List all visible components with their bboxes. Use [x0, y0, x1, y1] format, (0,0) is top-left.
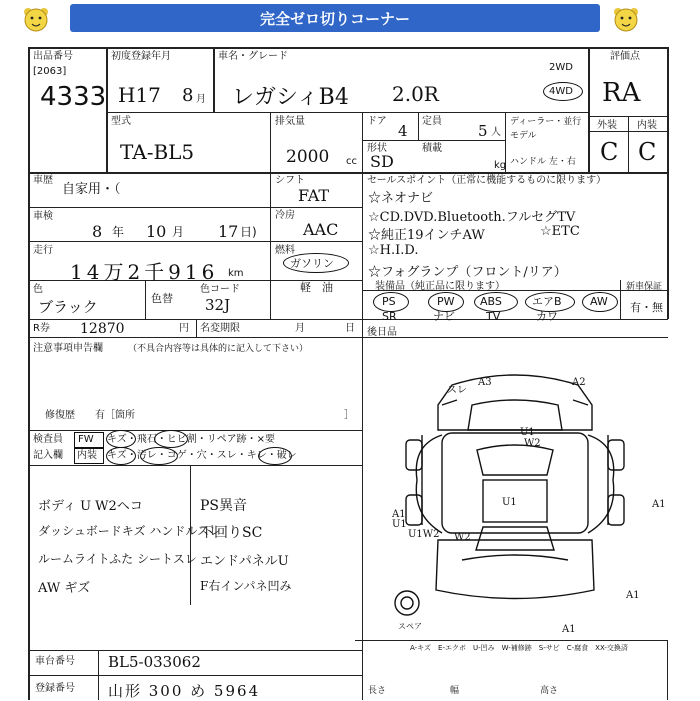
fuel-value: ガソリン [290, 257, 334, 270]
capacity-label: 定員 [422, 116, 442, 127]
model-label: 型式 [111, 116, 131, 127]
sales-item: ☆純正19インチAW [368, 228, 485, 243]
notes-sub: （不具合内容等は具体的に記入して下さい） [128, 344, 309, 354]
shift-value: FAT [298, 186, 330, 205]
diagram-mark: スペア [398, 622, 422, 631]
remark-left: ダッシュボードキズ ハンドルスレ [38, 524, 221, 538]
handle-label: ハンドル 左・右 [510, 157, 576, 167]
banner-title: 完全ゼロ切りコーナー [70, 4, 600, 32]
registration-value: 山形 300 め 5964 [108, 682, 261, 700]
fw-items: キズ・飛石・ヒビ割・リペア跡・×要 [107, 434, 275, 445]
doors-label: ドア [367, 116, 387, 127]
remark-right: F右インパネ凹み [200, 579, 292, 593]
diagram-mark: W2 [454, 532, 471, 543]
dealer-label: ディーラー・並行 [510, 117, 582, 127]
inspection-month-unit: 月 [172, 225, 185, 239]
inspection-year-unit: 年 [112, 225, 125, 239]
remark-right: PS異音 [200, 498, 248, 514]
equip-circle [373, 292, 409, 312]
remark-right: エンドパネルU [200, 554, 289, 569]
inspector-label: 検査員 [33, 434, 63, 445]
check-circle [106, 447, 136, 465]
rating-value: RA [602, 78, 641, 108]
rating-label: 評価点 [610, 51, 640, 62]
capacity-value: 5 [478, 122, 488, 140]
displacement-unit: cc [346, 156, 357, 167]
diagram-mark: スレ [447, 385, 467, 396]
aircon-label: 冷房 [275, 210, 295, 221]
size-height-label: 高さ [540, 686, 559, 696]
equip-circle [428, 292, 464, 312]
first-reg-label: 初度登録年月 [111, 51, 171, 62]
diagram-mark: U1 [520, 427, 535, 438]
mileage-label: 走行 [33, 245, 53, 256]
entry-label: 記入欄 [33, 450, 63, 461]
color-label: 色 [33, 284, 43, 295]
diagram-mark: A2 [572, 377, 586, 388]
diagram-mark: A1 [562, 624, 576, 635]
usage-label: 車歴 [33, 175, 53, 186]
remark-right: 下回りSC [200, 525, 263, 541]
shape-value: SD [370, 152, 394, 171]
check-circle [258, 447, 292, 465]
color-value: ブラック [38, 298, 98, 316]
check-circle [140, 447, 178, 465]
model-year-label: モデル [510, 131, 537, 141]
first-reg-month-unit: 月 [196, 94, 206, 105]
color-code-label: 色コード [200, 284, 240, 295]
car-grade: 2.0R [392, 82, 439, 106]
lot-code: [2063] [33, 66, 67, 77]
first-reg-month: 8 [182, 85, 194, 106]
new-warranty-value: 有・無 [630, 301, 663, 314]
fuel-label: 燃料 [275, 245, 295, 256]
recycle-value: 12870 [80, 321, 125, 337]
recycle-label: R券 [33, 323, 50, 334]
sales-item: ☆フォグランプ（フロント/リア） [368, 265, 567, 280]
model-value: TA-BL5 [120, 140, 195, 164]
color-change-label: 色替 [151, 292, 173, 305]
diagram-mark: W2 [524, 438, 541, 449]
remark-left: ボディ U W2ヘコ [38, 499, 143, 514]
lot-number: 4333 [40, 82, 107, 112]
rating-int-label: 内装 [637, 120, 657, 131]
diagram-mark: A1 [652, 499, 666, 510]
bear-mascot-icon [612, 6, 640, 36]
equip-sr: SR [382, 310, 397, 323]
equip-navi: ナビ [433, 310, 455, 323]
displacement-value: 2000 [286, 147, 330, 167]
registration-label: 登録番号 [35, 683, 75, 694]
remark-left: ルームライトふた シートスレ [38, 552, 197, 566]
size-length-label: 長さ [368, 686, 387, 696]
equip-ps: PS [382, 295, 396, 308]
sales-item: ☆ETC [540, 224, 580, 239]
shape-label: 形状 [367, 143, 387, 154]
remark-left: AW ギズ [38, 581, 91, 596]
rating-int: C [638, 138, 657, 166]
sales-item: ☆H.I.D. [368, 243, 419, 258]
aircon-value: AAC [303, 220, 339, 239]
sales-label: セールスポイント（正常に機能するものに限ります） [367, 175, 607, 186]
car-name-label: 車名・グレード [218, 51, 288, 62]
first-reg-era: H17 [118, 83, 161, 107]
size-width-label: 幅 [450, 686, 460, 696]
equip-pw: PW [437, 295, 455, 308]
bear-mascot-icon [22, 6, 50, 36]
name-change-month: 月 [295, 323, 305, 334]
inspection-year: 8 [92, 222, 103, 241]
fw-label: FW [78, 434, 94, 445]
equip-aw: AW [590, 295, 608, 308]
car-damage-diagram [362, 345, 668, 640]
doors-value: 4 [398, 122, 408, 140]
fuel-other: 軽 油 [300, 281, 333, 294]
equip-circle [525, 292, 575, 312]
rating-ext-label: 外装 [597, 120, 617, 131]
inspection-month: 10 [146, 222, 167, 241]
inspection-label: 車検 [33, 211, 53, 222]
car-name: レガシィB4 [232, 85, 349, 110]
equip-airbag: エアB [532, 295, 562, 308]
inspection-day: 17 [218, 222, 239, 241]
diagram-mark: A1 [626, 590, 640, 601]
shift-label: シフト [275, 175, 305, 186]
recycle-unit: 円 [179, 323, 189, 334]
capacity-unit: 人 [491, 127, 501, 138]
usage-value: 自家用・（ [62, 182, 121, 197]
fuel-selected-circle [283, 253, 349, 273]
new-warranty-label: 新車保証 [626, 282, 663, 292]
notes-label: 注意事項申告欄 [33, 343, 103, 354]
equip-abs: ABS [480, 295, 502, 308]
drive-4wd: 4WD [549, 86, 573, 97]
mileage-value: 14万2千916 [70, 260, 219, 284]
interior-items: キズ・汚レ・コゲ・穴・スレ・キレ・破レ [107, 450, 297, 461]
diagram-mark: U1W2 [408, 529, 440, 540]
interior-label: 内装 [77, 450, 97, 461]
diagram-mark: A3 [478, 377, 492, 388]
load-label: 積載 [422, 143, 442, 154]
mileage-unit: km [228, 268, 244, 279]
check-circle [154, 430, 188, 448]
diagram-mark: A1 [392, 509, 406, 520]
rating-ext: C [600, 138, 619, 166]
name-change-day: 日 [345, 323, 355, 334]
sales-item: ☆CD.DVD.Bluetooth.フルセグTV [368, 210, 576, 225]
chassis-label: 車台番号 [35, 656, 75, 667]
displacement-label: 排気量 [275, 116, 305, 127]
lot-label: 出品番号 [33, 51, 73, 62]
drive-2wd: 2WD [549, 62, 573, 73]
color-code: 32J [205, 296, 231, 314]
repair-close: ］ [344, 410, 354, 421]
diagram-mark: U1 [392, 519, 407, 530]
repair-history: 修復歴 有［箇所 [45, 410, 135, 421]
equip-circle [474, 292, 518, 312]
sales-item: ☆ネオナビ [368, 191, 434, 206]
drive-selected-circle [543, 82, 583, 101]
equip-circle [582, 292, 618, 312]
equipment-label: 装備品（純正品に限ります） [375, 281, 505, 292]
damage-legend: A-キズ E-エクボ U-凹み W-補修跡 S-サビ C-腐食 XX-交換済 [410, 644, 628, 652]
header-banner [0, 0, 700, 40]
load-unit: kg [494, 160, 507, 171]
aftermarket-label: 後日品 [367, 327, 397, 338]
chassis-value: BL5-033062 [108, 653, 201, 671]
diagram-mark: U1 [502, 497, 517, 508]
check-circle [106, 430, 136, 448]
equip-leather: カワ [536, 310, 558, 323]
name-change-label: 名変期限 [200, 323, 240, 334]
inspection-day-unit: 日) [240, 225, 257, 239]
equip-tv: TV [486, 310, 501, 323]
